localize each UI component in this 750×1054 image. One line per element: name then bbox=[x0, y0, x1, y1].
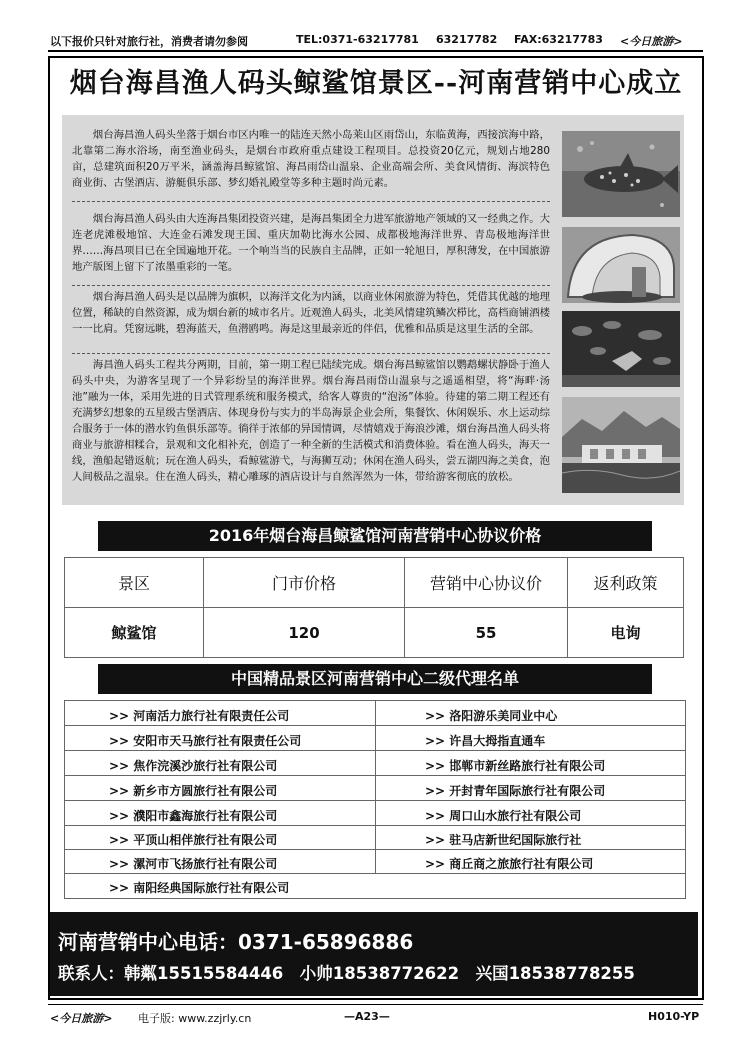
price-section-title: 2016年烟台海昌鲸鲨馆河南营销中心协议价格 bbox=[98, 521, 652, 551]
page-number: —A23— bbox=[344, 1010, 390, 1023]
list-item: >> 邯郸市新丝路旅行社有限公司 bbox=[425, 759, 606, 773]
divider bbox=[72, 285, 550, 286]
intro-block bbox=[62, 115, 684, 505]
coast-resort-photo bbox=[562, 397, 680, 493]
table-header-cell: 营销中心协议价 bbox=[405, 558, 568, 608]
bottom-site: 电子版: www.zzjrly.cn bbox=[138, 1012, 252, 1025]
page-headline: 烟台海昌渔人码头鲸鲨馆景区--河南营销中心成立 bbox=[69, 68, 683, 99]
intro-paragraph-2: 烟台海昌渔人码头由大连海昌集团投资兴建，是海昌集团全力进军旅游地产领域的又一经典之作。大连老虎滩极地馆、大连金石滩发现王国、重庆加勒比海水公园、成都极地海洋世界、青岛极地海洋世界……海昌项目已在全国遍地开花。一个响当当的民族自主品牌，正如一轮旭日，厚积薄发，在中国旅游地产版图上留下了浓墨重彩的一笔。 bbox=[72, 213, 550, 273]
table-header-cell: 景区 bbox=[65, 558, 204, 608]
bottom-brand: <今日旅游> bbox=[50, 1012, 113, 1025]
list-item: >> 焦作浣溪沙旅行社有限公司 bbox=[109, 759, 278, 773]
top-brand: <今日旅游> bbox=[620, 35, 683, 48]
table-header-row bbox=[65, 558, 684, 608]
top-bar bbox=[48, 30, 703, 52]
agents-section-title: 中国精品景区河南营销中心二级代理名单 bbox=[98, 664, 652, 694]
contact-phone: 河南营销中心电话：0371-65896886 bbox=[58, 930, 414, 954]
top-tel2: 63217782 bbox=[436, 33, 498, 46]
list-item: >> 漯河市飞扬旅行社有限公司 bbox=[109, 857, 278, 871]
list-item: >> 新乡市方圆旅行社有限公司 bbox=[109, 784, 278, 798]
aquarium-building-photo bbox=[562, 227, 680, 303]
list-item: >> 驻马店新世纪国际旅行社 bbox=[425, 833, 582, 847]
contact-band bbox=[50, 912, 698, 996]
list-item: >> 安阳市天马旅行社有限责任公司 bbox=[109, 734, 302, 748]
table-row bbox=[65, 608, 684, 658]
bottom-bar bbox=[48, 1004, 703, 1025]
intro-paragraph-4: 海昌渔人码头工程共分两期，目前，第一期工程已陆续完成。烟台海昌鲸鲨馆以鹦鹉螺状静卧于渔人码头中央，为游客呈现了一个异彩纷呈的海洋世界。烟台海昌雨岱山温泉与之遥遥相望，将“海畔·汤池”融为一体，采用先进的日式管理系统和服务模式，给客人尊贵的“泡汤”体验。待建的第二期工程还有充满梦幻想象的五星级古堡酒店、体现身份与实力的半岛海景企业会所，集餐饮、休闲娱乐、水上运动综合服务于一体的潜水钓鱼俱乐部等。徜徉于浓郁的异国情调，尽情嬉戏于海浪沙滩，烟台海昌渔人码头将商业与旅游相糅合，景观和文化相补充，创造了一种全新的生活模式和消费体验。看在渔人码头，海天一线，渔船起错返航；玩在渔人码头，看鲸鲨游弋，与海狮互动；休闲在渔人码头，尝五湖四海之美食，泡人间极品之温泉。住在渔人码头，精心雕琢的酒店设计与自然浑然为一体，带给游客彻底的放松。 bbox=[72, 359, 550, 483]
list-item: >> 周口山水旅行社有限公司 bbox=[425, 809, 582, 823]
table-cell: 55 bbox=[405, 608, 568, 658]
top-tel: TEL:0371-63217781 bbox=[296, 33, 419, 46]
issue-code: H010-YP bbox=[648, 1010, 700, 1023]
intro-paragraph-3: 烟台海昌渔人码头是以品牌为旗帜，以海洋文化为内涵，以商业休闲旅游为特色，凭借其优越的地理位置，稀缺的自然资源，成为烟台新的城市名片。近观渔人码头，北美风情建筑鳞次栉比，高档商铺酒楼一一比肩。凭窗远眺，碧海蓝天，鱼潜鸥鸣。海是这里最亲近的伴侣，优雅和品质是这里生活的全部。 bbox=[72, 291, 550, 335]
list-item: >> 河南活力旅行社有限责任公司 bbox=[109, 709, 290, 723]
intro-paragraph-1: 烟台海昌渔人码头坐落于烟台市区内唯一的陆连天然小岛莱山区雨岱山，东临黄海，西接滨海中路，北靠第二海水浴场，南至渔业码头，是烟台市政府重点建设工程项目。总投资20亿元，规划占地280亩，总建筑面积20万平米，涵盖海昌鲸鲨馆、海昌雨岱山温泉、企业高端会所、美食风情街、海滨特色商业街、古堡酒店、游艇俱乐部、梦幻婚礼殿堂等多种主题时尚元素。 bbox=[72, 129, 550, 189]
table-header-cell: 返利政策 bbox=[568, 558, 684, 608]
list-item: >> 洛阳游乐美同业中心 bbox=[425, 709, 558, 723]
list-item: >> 南阳经典国际旅行社有限公司 bbox=[109, 881, 290, 895]
list-item: >> 开封青年国际旅行社有限公司 bbox=[425, 784, 606, 798]
divider bbox=[72, 201, 550, 202]
list-item: >> 平顶山相伴旅行社有限公司 bbox=[109, 833, 278, 847]
table-header-cell: 门市价格 bbox=[204, 558, 405, 608]
agents-list bbox=[64, 700, 686, 899]
diver-photo bbox=[562, 311, 680, 387]
price-table bbox=[64, 557, 684, 658]
whale-shark-photo bbox=[562, 131, 680, 217]
top-notice: 以下报价只针对旅行社，消费者请勿参阅 bbox=[50, 35, 248, 48]
list-item: >> 濮阳市鑫海旅行社有限公司 bbox=[109, 809, 278, 823]
divider bbox=[72, 353, 550, 354]
table-cell: 电询 bbox=[568, 608, 684, 658]
top-fax: FAX:63217783 bbox=[514, 33, 603, 46]
list-item: >> 许昌大拇指直通车 bbox=[425, 734, 546, 748]
table-cell: 120 bbox=[204, 608, 405, 658]
table-cell: 鲸鲨馆 bbox=[65, 608, 204, 658]
list-item: >> 商丘商之旅旅行社有限公司 bbox=[425, 857, 594, 871]
contact-people: 联系人：韩粼15515584446 小帅18538772622 兴国18538778255 bbox=[58, 964, 635, 983]
